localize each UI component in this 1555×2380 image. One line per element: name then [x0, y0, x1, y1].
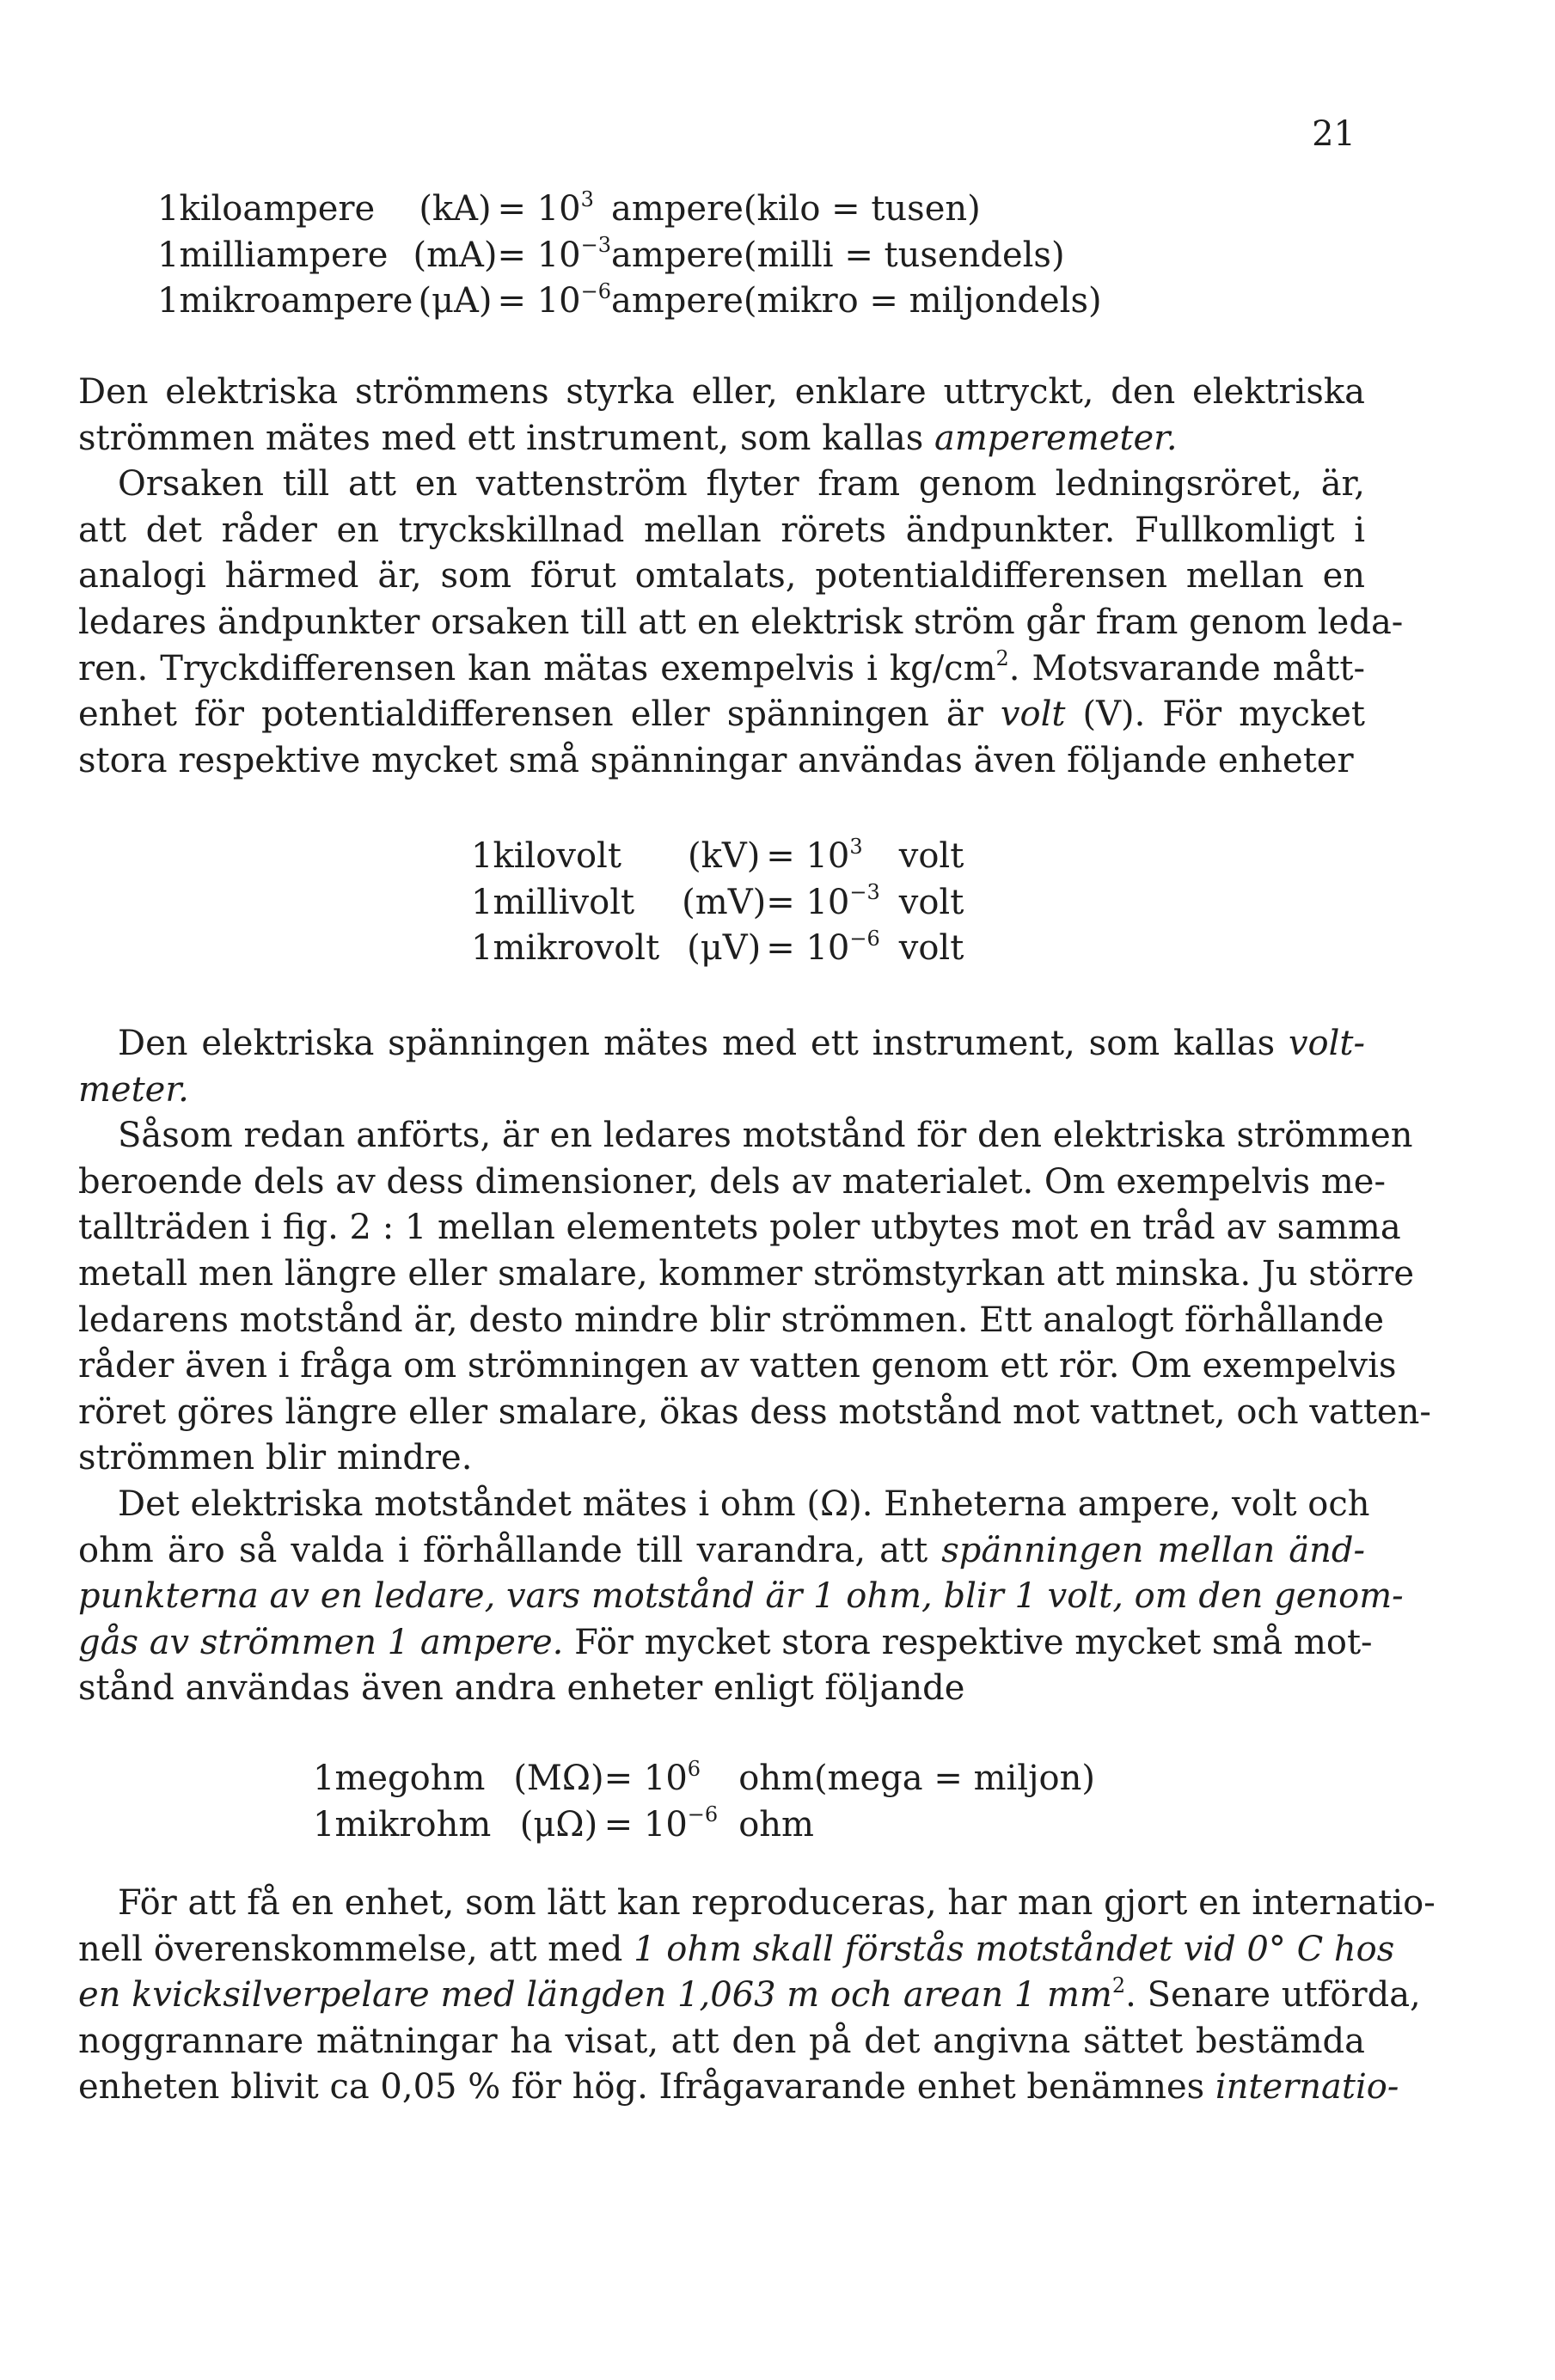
text-line: att det råder en tryckskillnad mellan rörets ändpunkter. Fullkomligt i	[78, 510, 1365, 550]
table-row	[157, 233, 1102, 279]
unit-name: mikrovolt	[493, 928, 660, 969]
base-unit: volt	[898, 836, 964, 876]
base-unit: ohm	[738, 1804, 814, 1845]
superscript: 2	[1111, 1973, 1126, 1998]
power-exponent: −6	[849, 926, 880, 951]
unit-count: 1	[313, 1804, 335, 1845]
text-line: noggrannare mätningar ha visat, att den på det angivna sättet bestämda	[78, 2021, 1365, 2061]
text-run: . Motsvarande mått-	[1008, 648, 1365, 688]
table-row	[471, 926, 964, 972]
definition-italic: en kvicksilverpelare med längden 1,063 m och arean 1 mm	[78, 1975, 1112, 2016]
power-base: 10	[805, 836, 850, 876]
unit-symbol: (μA)	[418, 281, 493, 321]
text-line: beroende dels av dess dimensioner, dels av materialet. Om exempelvis me-	[78, 1161, 1386, 1202]
table-row	[313, 1802, 1095, 1849]
base-unit: ampere	[611, 235, 744, 275]
unit-value	[766, 834, 899, 880]
equals-sign: =	[766, 882, 795, 922]
paragraph-resistance	[78, 1021, 1431, 1712]
unit-count: 1	[471, 928, 493, 969]
prefix-note: (kilo = tusen)	[743, 189, 981, 229]
text-run: strömmen mätes med ett instrument, som kallas	[78, 418, 934, 458]
text-line	[78, 1068, 1365, 1114]
power-base: 10	[536, 189, 581, 229]
equals-sign: =	[766, 928, 795, 969]
definition-italic: punkterna av en ledare, vars motstånd är 1 ohm, blir 1 volt, om den genom-	[78, 1576, 1404, 1617]
text-line	[78, 2065, 1399, 2111]
definition-italic: 1 ohm skall förstås motståndet vid 0° C hos	[634, 1929, 1395, 1969]
base-unit: volt	[898, 882, 964, 922]
text-line	[78, 692, 1365, 738]
power-exponent: 3	[580, 187, 594, 211]
table-row	[471, 880, 964, 927]
unit-name: megohm	[334, 1759, 486, 1798]
term-voltmeter: volt-	[1288, 1024, 1365, 1063]
power-base: 10	[805, 882, 850, 922]
definition-italic: gås av strömmen 1 ampere.	[78, 1622, 564, 1662]
text-run: För mycket stora respektive mycket små mot-	[563, 1622, 1373, 1662]
unit-value	[766, 880, 899, 927]
text-line	[78, 416, 1365, 462]
superscript: 2	[995, 646, 1009, 671]
text-line: stora respektive mycket små spänningar användas även följande enheter	[78, 740, 1354, 780]
term-volt: volt	[1000, 694, 1066, 735]
unit-name: kiloampere	[179, 189, 376, 229]
text-run: enhet för potentialdifferensen eller spänningen är	[78, 694, 1001, 735]
unit-count: 1	[313, 1759, 335, 1798]
text-line	[78, 1973, 1421, 2019]
unit-value	[498, 187, 612, 233]
text-run: ohm äro så valda i förhållande till varandra, att	[78, 1530, 942, 1570]
text-line: Det elektriska motståndet mätes i ohm (Ω). Enheterna ampere, volt och	[118, 1484, 1370, 1524]
power-exponent: −3	[580, 233, 612, 258]
power-base: 10	[643, 1759, 688, 1798]
unit-name: mikroampere	[179, 281, 413, 321]
power-base: 10	[536, 235, 581, 275]
text-line: ledares ändpunkter orsaken till att en elektrisk ström går fram genom leda-	[78, 602, 1404, 642]
text-line	[78, 1574, 1404, 1620]
power-base: 10	[805, 928, 850, 969]
text-line: stånd användas även andra enheter enligt följande	[78, 1668, 965, 1709]
power-exponent: −6	[687, 1802, 719, 1827]
table-row	[157, 187, 1102, 233]
table-row	[471, 834, 964, 880]
unit-value	[604, 1802, 739, 1849]
text-line	[78, 1528, 1365, 1575]
power-base: 10	[643, 1804, 688, 1845]
unit-name: milliampere	[179, 235, 389, 275]
power-exponent: −6	[580, 278, 612, 303]
text-line	[78, 1021, 1365, 1068]
page-number: 21	[1312, 114, 1356, 154]
ohm-units-table	[313, 1756, 1095, 1848]
text-run: Den elektriska spänningen mätes med ett instrument, som kallas	[118, 1024, 1289, 1063]
unit-name: millivolt	[493, 882, 635, 922]
unit-count: 1	[157, 235, 180, 275]
text-line: Den elektriska strömmens styrka eller, enklare uttryckt, den elektriska	[78, 372, 1365, 412]
prefix-note: (mikro = miljondels)	[743, 281, 1102, 321]
text-run: . Senare utförda,	[1125, 1975, 1421, 2016]
equals-sign: =	[497, 281, 527, 321]
text-line: strömmen blir mindre.	[78, 1438, 473, 1478]
unit-symbol: (kA)	[419, 189, 492, 229]
power-base: 10	[536, 281, 581, 321]
text-run: nell överenskommelse, att med	[78, 1929, 634, 1969]
unit-count: 1	[471, 882, 493, 922]
paragraph-international-ohm	[78, 1881, 1436, 2111]
base-unit: ampere	[611, 189, 744, 229]
text-line: metall men längre eller smalare, kommer strömstyrkan att minska. Ju större	[78, 1253, 1415, 1294]
prefix-note: (mega = miljon)	[813, 1759, 1095, 1798]
text-line: råder även i fråga om strömningen av vatten genom ett rör. Om exempelvis	[78, 1346, 1397, 1386]
equals-sign: =	[497, 189, 527, 229]
unit-symbol: (kV)	[688, 836, 761, 876]
table-row	[157, 278, 1102, 325]
definition-italic: spänningen mellan änd-	[941, 1530, 1365, 1570]
paragraph-current-and-voltage	[78, 370, 1404, 784]
unit-count: 1	[157, 281, 180, 321]
text-line: röret göres längre eller smalare, ökas dess motstånd mot vattnet, och vatten-	[78, 1392, 1431, 1432]
text-line	[78, 646, 1365, 693]
text-run: (V). För mycket	[1065, 694, 1366, 735]
power-exponent: −3	[849, 880, 880, 905]
text-line: För att få en enhet, som lätt kan reproduceras, har man gjort en internatio-	[118, 1883, 1436, 1923]
prefix-note	[814, 1802, 1095, 1849]
table-row	[313, 1756, 1095, 1802]
unit-value	[498, 233, 612, 279]
term-voltmeter-cont: meter.	[78, 1069, 189, 1110]
equals-sign: =	[603, 1804, 634, 1845]
base-unit: volt	[898, 928, 964, 969]
unit-name: mikrohm	[334, 1804, 492, 1845]
volt-units-table	[471, 834, 964, 972]
unit-value	[766, 926, 899, 972]
base-unit: ampere	[611, 281, 744, 321]
unit-count: 1	[471, 836, 493, 876]
text-run: ren. Tryckdifferensen kan mätas exempelvis i kg/cm	[78, 648, 996, 688]
prefix-note: (milli = tusendels)	[743, 235, 1065, 275]
ampere-units-table	[157, 187, 1102, 325]
unit-symbol: (mV)	[682, 882, 767, 922]
unit-value	[498, 278, 612, 325]
unit-symbol: (mA)	[413, 235, 498, 275]
unit-symbol: (μV)	[687, 928, 762, 969]
unit-symbol: (MΩ)	[513, 1759, 604, 1798]
text-line	[78, 1927, 1395, 1973]
term-international: internatio-	[1215, 2067, 1399, 2108]
equals-sign: =	[497, 235, 527, 275]
unit-count: 1	[157, 189, 180, 229]
equals-sign: =	[603, 1759, 634, 1798]
unit-symbol: (μΩ)	[519, 1804, 598, 1845]
unit-value	[604, 1756, 739, 1802]
text-line: ledarens motstånd är, desto mindre blir strömmen. Ett analogt förhållande	[78, 1300, 1385, 1340]
base-unit: ohm	[738, 1759, 814, 1798]
term-amperemeter: amperemeter.	[934, 418, 1178, 458]
unit-name: kilovolt	[493, 836, 621, 876]
text-line: tallträden i fig. 2 : 1 mellan elementets poler utbytes mot en tråd av samma	[78, 1208, 1401, 1248]
power-exponent: 6	[687, 1756, 701, 1781]
text-line: analogi härmed är, som förut omtalats, potentialdifferensen mellan en	[78, 556, 1365, 597]
power-exponent: 3	[849, 834, 863, 859]
equals-sign: =	[766, 836, 795, 876]
text-line	[78, 1620, 1373, 1667]
text-line: Orsaken till att en vattenström flyter fram genom ledningsröret, är,	[118, 464, 1365, 505]
text-run: enheten blivit ca 0,05 % för hög. Ifrågavarande enhet benämnes	[78, 2067, 1215, 2108]
text-line: Såsom redan anförts, är en ledares motstånd för den elektriska strömmen	[118, 1116, 1413, 1156]
